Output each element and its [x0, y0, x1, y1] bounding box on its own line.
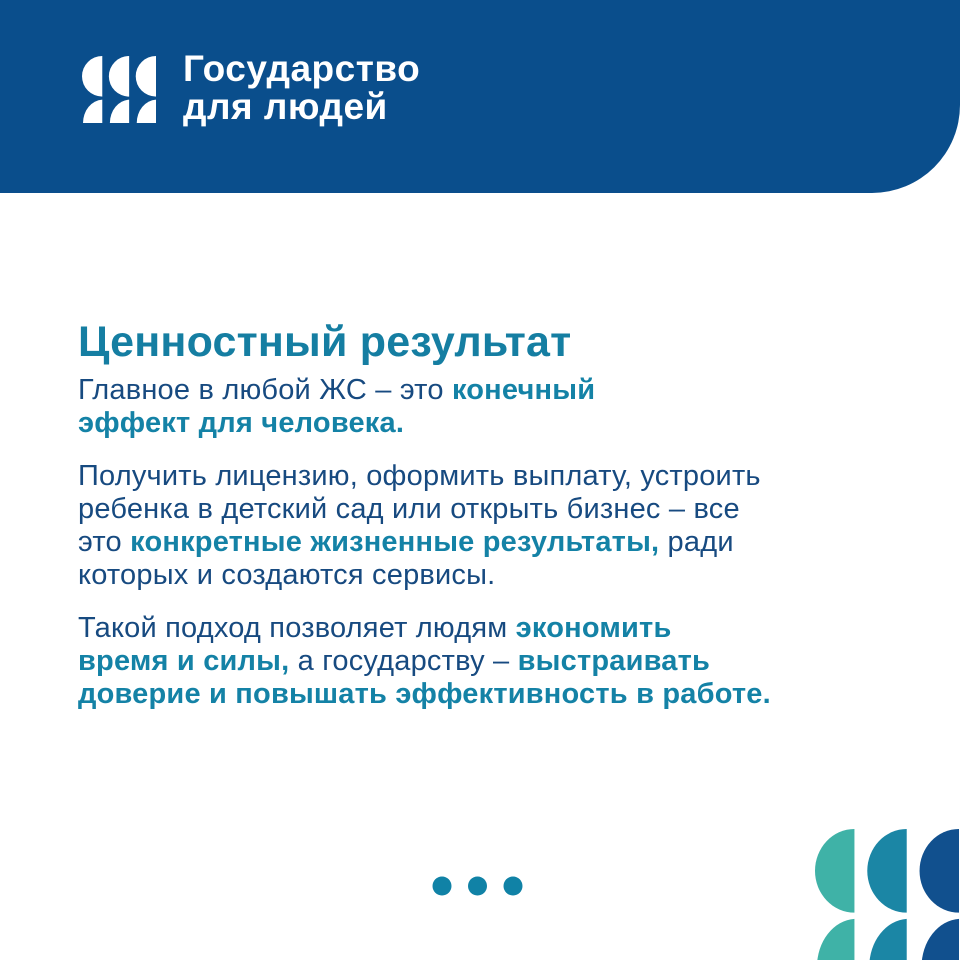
quote-mark-unit	[136, 56, 156, 123]
pagination-dot	[468, 877, 487, 896]
logo-line-2: для людей	[183, 86, 388, 127]
highlight-text: экономить	[515, 612, 672, 644]
body-text: это	[78, 526, 131, 558]
quote-mark-unit	[82, 56, 102, 123]
quote-mark-unit	[920, 829, 959, 960]
body-paragraphs	[78, 374, 898, 731]
logo-wordmark	[183, 50, 420, 126]
body-paragraph	[78, 460, 898, 592]
highlight-text: доверие и повышать эффективность в работе.	[78, 678, 771, 710]
highlight-text: время и силы,	[78, 645, 290, 677]
page-title: Ценностный результат	[78, 317, 572, 366]
pagination-dot	[433, 877, 452, 896]
logo-line-1: Государство	[183, 48, 421, 89]
quote-marks-logo-icon	[82, 56, 156, 123]
highlight-text: конечный	[451, 374, 596, 406]
body-paragraph	[78, 374, 898, 440]
body-text: а государству –	[289, 645, 518, 677]
quote-mark-unit	[867, 829, 906, 960]
body-text: Главное в любой ЖС – это	[78, 374, 452, 406]
body-text: Такой подход позволяет людям	[78, 612, 516, 644]
body-text: которых и создаются сервисы.	[78, 559, 496, 591]
footer-brand-mark-icon	[815, 829, 959, 960]
highlight-text: выстраивать	[517, 645, 711, 677]
pagination-dot	[504, 877, 523, 896]
pagination-dots	[432, 876, 533, 896]
quote-mark-unit	[815, 829, 854, 960]
header-banner	[0, 0, 960, 193]
body-text: ради	[659, 526, 734, 558]
body-text: ребенка в детский сад или открыть бизнес – все	[78, 493, 740, 525]
body-text: Получить лицензию, оформить выплату, устроить	[78, 460, 761, 492]
highlight-text: эффект для человека.	[78, 407, 405, 439]
body-paragraph	[78, 612, 898, 711]
highlight-text: конкретные жизненные результаты,	[130, 526, 660, 558]
quote-mark-unit	[109, 56, 129, 123]
